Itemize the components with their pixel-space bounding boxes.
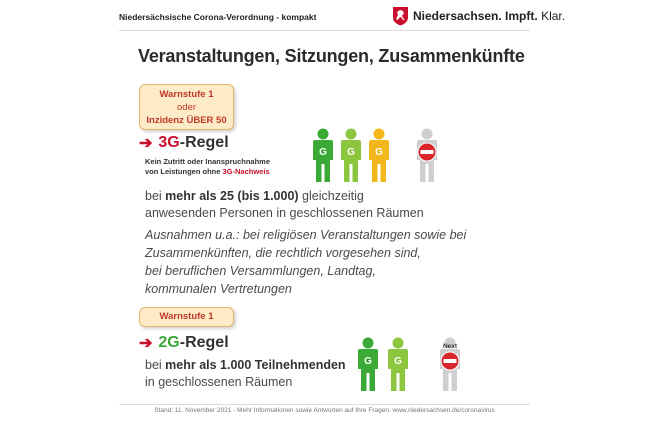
note-line-2 <box>145 167 270 177</box>
niedersachsen-logo <box>392 6 565 26</box>
next-label: Next <box>442 343 458 350</box>
rule-3g-prefix: 3G <box>158 134 180 151</box>
person-g-icon <box>369 129 389 183</box>
rule-2g-heading <box>139 333 229 353</box>
footer-text: Stand: 11. November 2021 - Mehr Informationen sowie Antworten auf Ihre Fragen: www.niedersachsen.de/coronavirus <box>154 407 495 414</box>
person-no-entry-icon <box>417 129 437 183</box>
arrow-right-icon: ➔ <box>139 335 153 352</box>
text-bold: mehr als 25 (bis 1.000) <box>165 189 299 203</box>
badge-line-2: oder <box>176 102 196 113</box>
rule-3g-exceptions <box>145 226 466 298</box>
text-after: gleichzeitig <box>298 189 364 203</box>
person-g-icon <box>388 338 408 392</box>
exceptions-line-4: kommunalen Vertretungen <box>145 282 292 296</box>
rule-2g-prefix: 2G <box>158 334 180 351</box>
exceptions-line-2: Zusammenkünften, die rechtlich vorgesehen sind, <box>145 246 421 260</box>
header-title: Niedersächsische Corona-Verordnung - kompakt <box>119 12 317 22</box>
note-line-2-plain: von Leistungen ohne <box>145 167 223 176</box>
text-bold: mehr als 1.000 Teilnehmenden <box>165 358 346 372</box>
header-divider <box>119 30 530 31</box>
badge-line-1: Warnstufe 1 <box>159 89 214 100</box>
page-title: Veranstaltungen, Sitzungen, Zusammenkünfte <box>138 46 525 66</box>
people-2g-group <box>355 333 480 393</box>
rule-3g-description-line2: anwesenden Personen in geschlossenen Räumen <box>145 206 424 220</box>
text-prefix: bei <box>145 358 166 372</box>
rule-3g-note <box>145 157 270 177</box>
note-line-1: Kein Zutritt oder Inanspruchnahme <box>145 157 271 166</box>
warnstufe-badge-3g <box>139 84 234 130</box>
rule-2g-description-line1 <box>145 357 346 374</box>
person-g-letter: G <box>319 147 327 158</box>
person-g-letter: G <box>364 356 372 367</box>
rule-3g-heading <box>139 133 229 153</box>
note-line-2-red: 3G-Nachweis <box>222 167 270 176</box>
brand-slogan <box>413 9 565 23</box>
rule-2g-description <box>145 357 346 391</box>
footer-divider <box>119 404 530 405</box>
brand-slogan-bold: Niedersachsen. Impft. <box>413 9 538 23</box>
person-g-icon <box>341 129 361 183</box>
rule-3g-suffix: -Regel <box>179 134 229 151</box>
exceptions-line-1: Ausnahmen u.a.: bei religiösen Veranstaltungen sowie bei <box>145 228 467 242</box>
rule-3g-description <box>145 188 424 222</box>
rule-2g-label <box>158 334 228 352</box>
text-prefix: bei <box>145 189 166 203</box>
warnstufe-badge-2g: Warnstufe 1 <box>139 307 234 327</box>
rule-2g-description-line2: in geschlossenen Räumen <box>145 375 293 389</box>
person-g-letter: G <box>394 356 402 367</box>
badge-line-3: Inzidenz ÜBER 50 <box>146 115 227 126</box>
person-g-icon <box>313 129 333 183</box>
brand-slogan-light: Klar. <box>541 9 566 23</box>
person-g-letter: G <box>375 147 383 158</box>
rule-3g-label <box>158 134 228 152</box>
people-3g-group <box>310 128 450 184</box>
person-g-letter: G <box>347 147 355 158</box>
exceptions-line-3: bei beruflichen Versammlungen, Landtag, <box>145 264 376 278</box>
rule-2g-suffix: -Regel <box>179 334 229 351</box>
horse-shield-icon <box>392 6 409 26</box>
rule-3g-description-line1 <box>145 188 424 205</box>
person-g-icon <box>358 338 378 392</box>
arrow-right-icon: ➔ <box>139 135 153 152</box>
